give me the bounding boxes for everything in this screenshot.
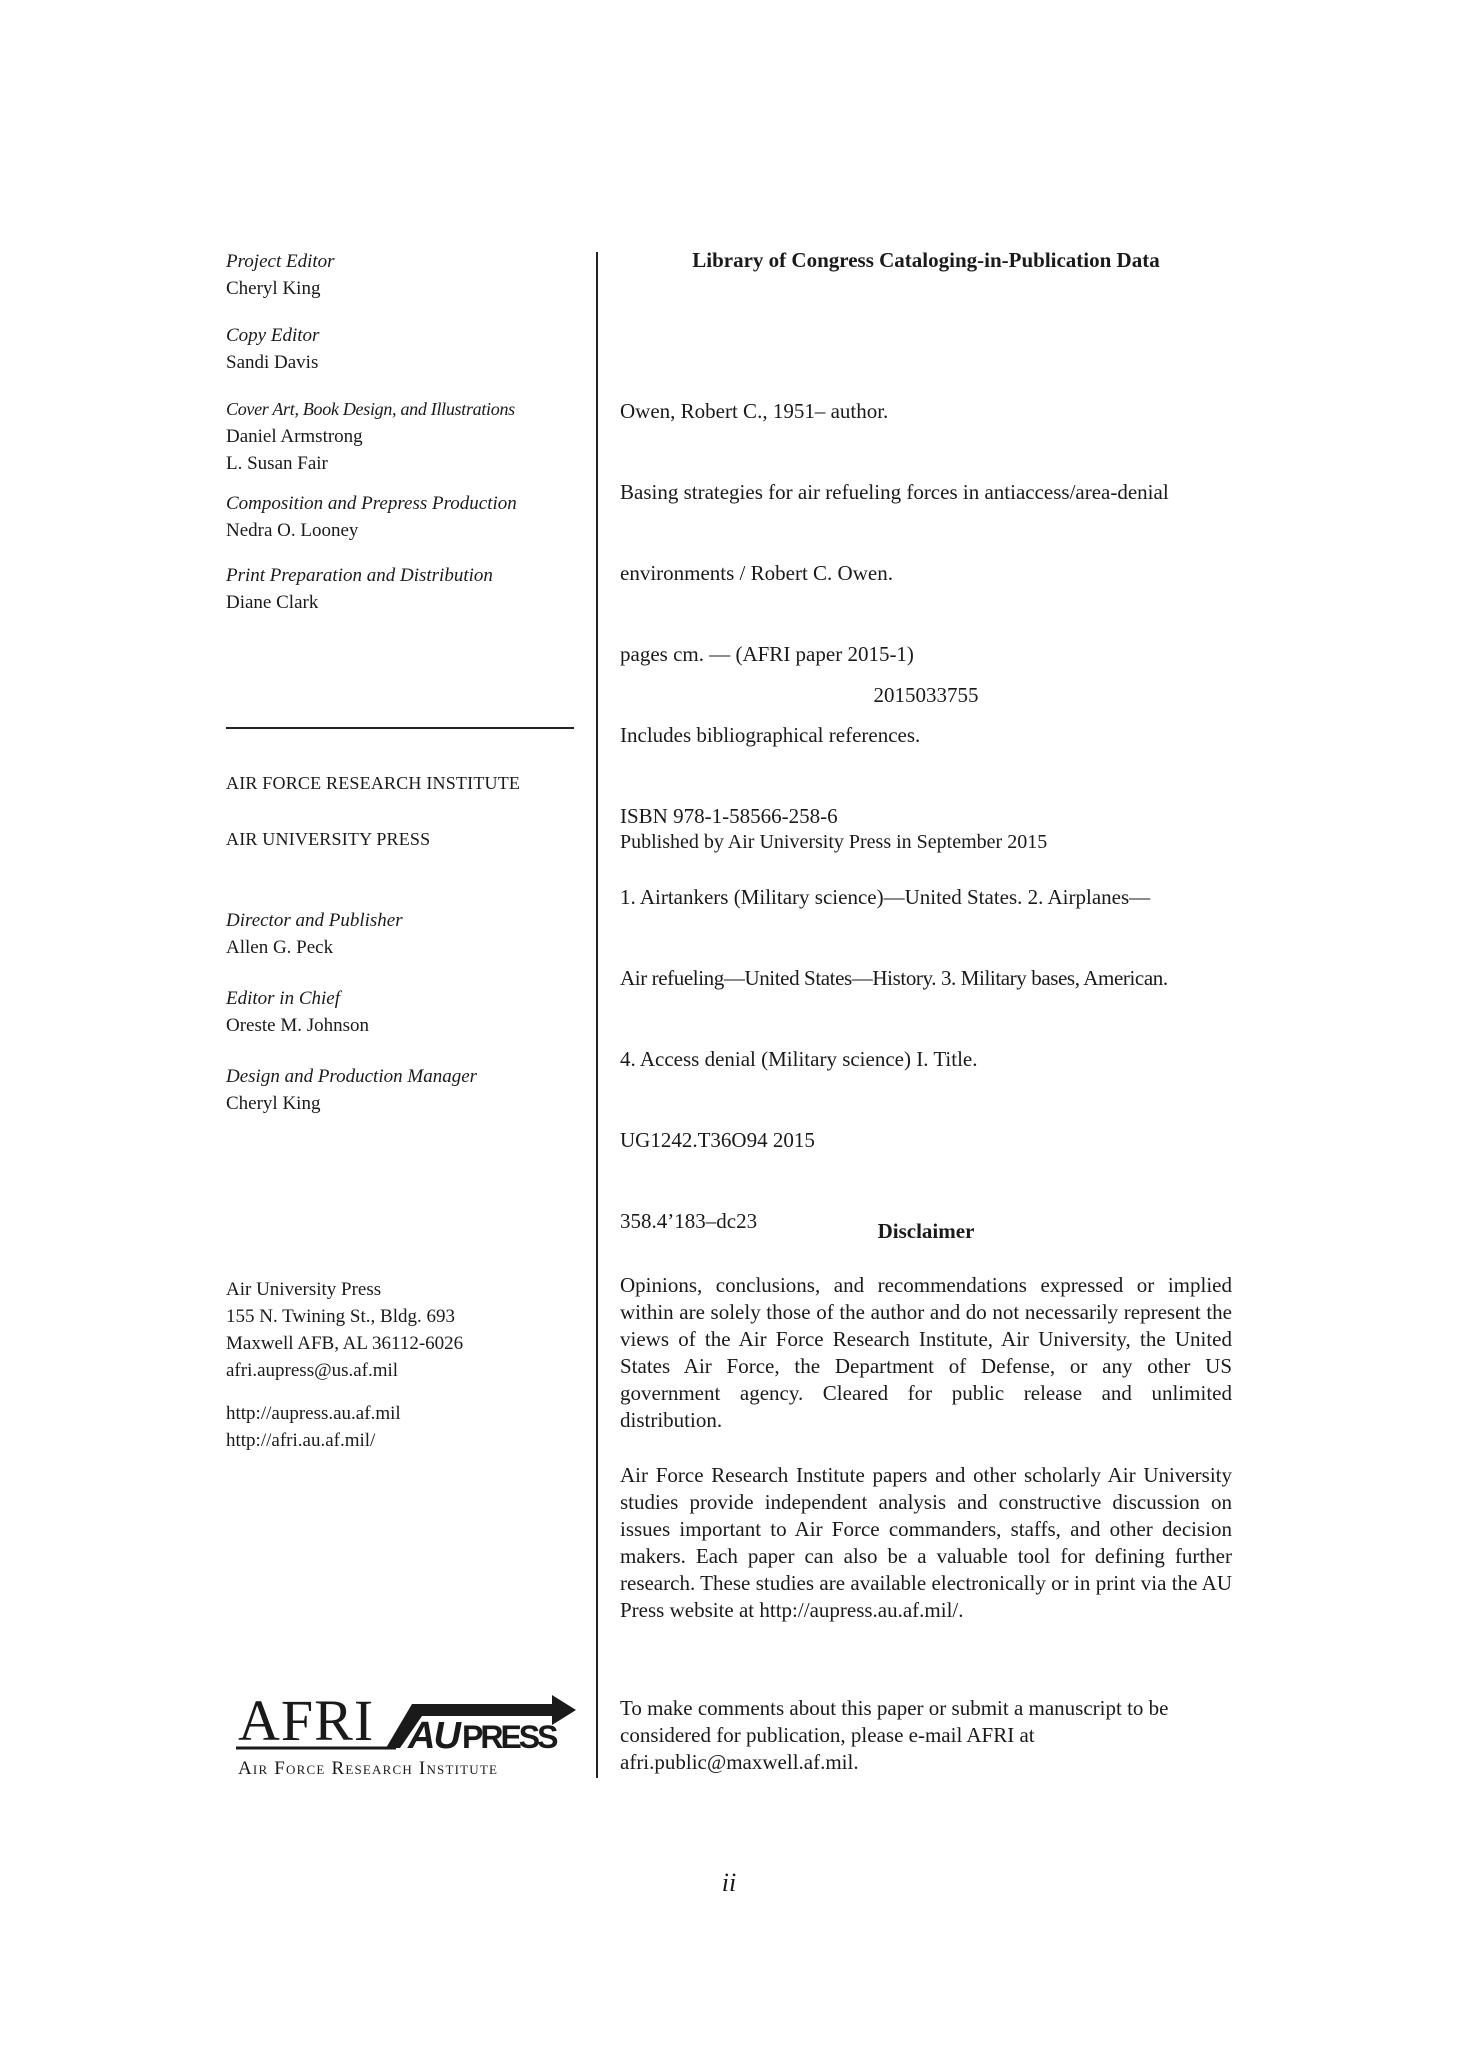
- cip-line: 1. Airtankers (Military science)—United States. 2. Airplanes—: [620, 885, 1151, 909]
- leadership-role: Editor in Chief: [226, 988, 340, 1009]
- logo-afri-text: AFRI: [238, 1688, 375, 1753]
- staff-role: Project Editor: [226, 251, 335, 272]
- staff-entry: [226, 490, 517, 544]
- staff-role: Composition and Prepress Production: [226, 493, 517, 514]
- logo-au-text: AU: [408, 1715, 459, 1757]
- leadership-entry: [226, 1063, 477, 1117]
- cip-line: UG1242.T36O94 2015: [620, 1128, 815, 1152]
- leadership-block: [226, 907, 477, 1117]
- staff-name: Diane Clark: [226, 592, 319, 613]
- logo-graphic: [236, 1686, 578, 1778]
- address-line: Maxwell AFB, AL 36112-6026: [226, 1333, 464, 1354]
- disclaimer-heading: Disclaimer: [877, 1219, 975, 1243]
- staff-entry: [226, 322, 517, 376]
- cip-line: Basing strategies for air refueling forces in antiaccess/area-denial: [620, 480, 1169, 504]
- column-divider: [596, 252, 598, 1778]
- leadership-entry: [226, 985, 477, 1039]
- leadership-name: Oreste M. Johnson: [226, 1015, 370, 1036]
- staff-role: Copy Editor: [226, 325, 320, 346]
- aupress-url[interactable]: http://aupress.au.af.mil: [226, 1403, 401, 1424]
- published-note: Published by Air University Press in September 2015: [620, 831, 1048, 853]
- staff-block: [226, 248, 517, 616]
- leadership-role: Director and Publisher: [226, 910, 403, 931]
- staff-entry: [226, 248, 517, 302]
- afri-aupress-logo: [236, 1686, 578, 1778]
- press-address: [226, 1276, 463, 1454]
- logo-tagline: Air Force Research Institute: [238, 1758, 499, 1778]
- leadership-role: Design and Production Manager: [226, 1066, 478, 1087]
- cip-heading: Library of Congress Cataloging-in-Publication Data: [692, 248, 1160, 272]
- institute-name: AIR FORCE RESEARCH INSTITUTE: [226, 773, 521, 793]
- cip-line: Owen, Robert C., 1951– author.: [620, 399, 889, 423]
- press-name: AIR UNIVERSITY PRESS: [226, 829, 431, 849]
- staff-name: Daniel Armstrong: [226, 426, 363, 447]
- leadership-entry: [226, 907, 477, 961]
- logo-press-text: PRESS: [462, 1719, 556, 1755]
- staff-name: Nedra O. Looney: [226, 520, 359, 541]
- cip-line: Air refueling—United States—History. 3. Military bases, American.: [620, 966, 1168, 990]
- leadership-name: Cheryl King: [226, 1093, 321, 1114]
- section-divider: [226, 727, 574, 729]
- staff-entry: [226, 396, 517, 477]
- page-number: ii: [721, 1868, 737, 1897]
- cip-record: [620, 344, 1232, 1262]
- disclaimer-paragraph: Opinions, conclusions, and recommendations expressed or implied within are solely those of the author and do not necessarily represent the views of the Air Force Research Institute, Air University, the United States Air Force, the Department of Defense, or any other US government agency. Cleared for public release and unlimited distribution.: [620, 1273, 1232, 1432]
- cip-line: 4. Access denial (Military science) I. Title.: [620, 1047, 978, 1071]
- staff-entry: [226, 562, 517, 616]
- staff-role: Cover Art, Book Design, and Illustrations: [226, 399, 515, 419]
- address-email[interactable]: afri.aupress@us.af.mil: [226, 1360, 399, 1381]
- cip-line: environments / Robert C. Owen.: [620, 561, 893, 585]
- address-line: Air University Press: [226, 1279, 382, 1300]
- contact-paragraph: To make comments about this paper or submit a manuscript to be considered for publication, please e-mail AFRI at afri.public@maxwell.af.mil.: [620, 1696, 1169, 1774]
- staff-name: L. Susan Fair: [226, 453, 328, 474]
- address-line: 155 N. Twining St., Bldg. 693: [226, 1306, 455, 1327]
- leadership-name: Allen G. Peck: [226, 937, 334, 958]
- lccn: 2015033755: [873, 683, 979, 707]
- staff-name: Sandi Davis: [226, 352, 319, 373]
- cip-line: 358.4’183–dc23: [620, 1209, 758, 1233]
- afri-url[interactable]: http://afri.au.af.mil/: [226, 1430, 376, 1451]
- cip-line: ISBN 978-1-58566-258-6: [620, 804, 838, 828]
- disclaimer-paragraph: Air Force Research Institute papers and other scholarly Air University studies provide independent analysis and constructive discussion on issues important to Air Force commanders, staffs, and other decision makers. Each paper can also be a valuable tool for defining further research. These studies are available electronically or in print via the AU Press website at http://aupress.au.af.mil/.: [620, 1463, 1232, 1622]
- cip-line: pages cm. — (AFRI paper 2015-1): [620, 642, 914, 666]
- staff-name: Cheryl King: [226, 278, 321, 299]
- staff-role: Print Preparation and Distribution: [226, 565, 493, 586]
- cip-line: Includes bibliographical references.: [620, 723, 921, 747]
